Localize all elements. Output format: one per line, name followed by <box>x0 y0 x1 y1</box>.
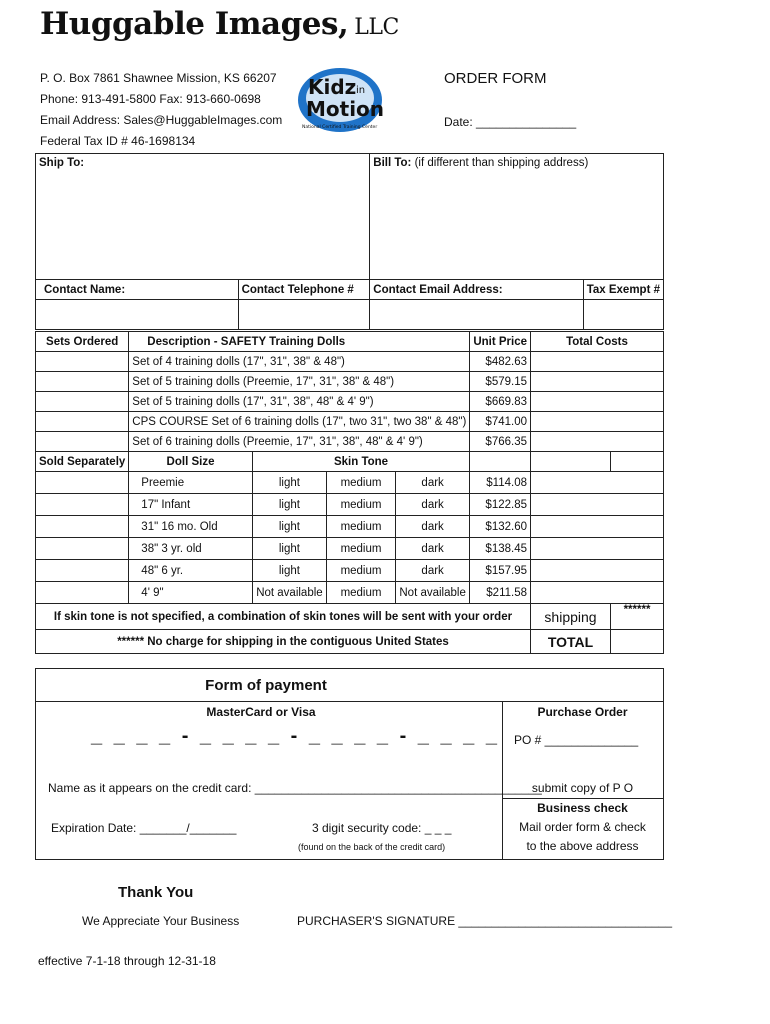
col-doll-size: Doll Size <box>129 452 252 472</box>
shipping-stars: ****** <box>611 604 664 630</box>
expiration-field[interactable]: Expiration Date: _______/_______ <box>51 821 237 835</box>
total-field[interactable] <box>611 630 664 654</box>
doll-total-field[interactable] <box>531 472 664 494</box>
doll-size: Preemie <box>129 472 252 494</box>
ship-to-box[interactable] <box>36 154 370 280</box>
signature-field[interactable]: PURCHASER'S SIGNATURE ________________________________ <box>297 914 672 928</box>
skin-dark[interactable]: dark <box>395 560 469 582</box>
doll-unit-price: $132.60 <box>470 516 531 538</box>
single-doll-row <box>36 516 664 538</box>
appreciate-note: We Appreciate Your Business <box>82 914 240 928</box>
company-name-text: Huggable Images, <box>40 6 349 42</box>
doll-unit-price: $122.85 <box>470 494 531 516</box>
skin-dark[interactable]: dark <box>395 472 469 494</box>
company-tax-id: Federal Tax ID # 46-1698134 <box>40 134 196 148</box>
contact-name-label: Contact Name: <box>36 280 239 300</box>
ship-to-label: Ship To: <box>39 157 85 169</box>
set-total-field[interactable] <box>531 372 664 392</box>
set-unit-price: $741.00 <box>470 412 531 432</box>
sold-qty-field[interactable] <box>36 516 129 538</box>
skin-dark[interactable]: dark <box>395 494 469 516</box>
doll-unit-price: $157.95 <box>470 560 531 582</box>
sets-ordered-field[interactable] <box>36 432 129 452</box>
products-table <box>35 331 664 654</box>
check-line2: to the above address <box>526 839 639 853</box>
company-email: Email Address: Sales@HuggableImages.com <box>40 113 283 127</box>
company-phone: Phone: 913-491-5800 Fax: 913-660-0698 <box>40 92 261 106</box>
sold-qty-field[interactable] <box>36 582 129 604</box>
skin-light[interactable]: Not available <box>252 582 326 604</box>
payment-section <box>35 668 664 860</box>
col-skin-tone: Skin Tone <box>252 452 470 472</box>
col-total-costs: Total Costs <box>531 332 664 352</box>
sets-ordered-field[interactable] <box>36 372 129 392</box>
logo-kidz: Kidz <box>308 75 357 99</box>
skin-light[interactable]: light <box>252 560 326 582</box>
set-unit-price: $766.35 <box>470 432 531 452</box>
set-row <box>36 392 664 412</box>
set-description: Set of 5 training dolls (17", 31", 38", 48" & 4' 9") <box>129 392 470 412</box>
col-sets-ordered: Sets Ordered <box>36 332 129 352</box>
col-description: Description - SAFETY Training Dolls <box>129 332 470 352</box>
col-unit-price: Unit Price <box>470 332 531 352</box>
set-row <box>36 412 664 432</box>
address-table <box>35 153 664 330</box>
single-doll-row <box>36 494 664 516</box>
company-name <box>40 6 399 42</box>
payment-title: Form of payment <box>205 677 327 694</box>
check-line1: Mail order form & check <box>519 820 646 834</box>
shipping-label: shipping <box>531 604 611 630</box>
doll-total-field[interactable] <box>531 582 664 604</box>
contact-phone-label: Contact Telephone # <box>238 280 370 300</box>
set-total-field[interactable] <box>531 412 664 432</box>
set-row <box>36 432 664 452</box>
po-submit-note: submit copy of P O <box>531 781 634 795</box>
card-name-field[interactable]: Name as it appears on the credit card: ___________________________________________ <box>48 781 542 795</box>
sets-ordered-field[interactable] <box>36 352 129 372</box>
set-row <box>36 372 664 392</box>
tax-exempt-field[interactable] <box>583 300 663 330</box>
skin-light[interactable]: light <box>252 494 326 516</box>
set-total-field[interactable] <box>531 392 664 412</box>
doll-total-field[interactable] <box>531 516 664 538</box>
set-total-field[interactable] <box>531 352 664 372</box>
logo-motion: Motion <box>306 97 385 121</box>
skin-light[interactable]: light <box>252 538 326 560</box>
card-number-field[interactable]: _ _ _ _ - _ _ _ _ - _ _ _ _ - _ _ _ _ <box>91 725 500 747</box>
skin-tone-note: If skin tone is not specified, a combination of skin tones will be sent with your order <box>36 604 531 630</box>
date-field[interactable]: Date: _______________ <box>444 115 577 129</box>
set-unit-price: $669.83 <box>470 392 531 412</box>
company-info <box>40 68 282 152</box>
kidz-in-motion-logo <box>296 64 386 138</box>
set-total-field[interactable] <box>531 432 664 452</box>
security-code-field[interactable]: 3 digit security code: _ _ _ <box>312 821 452 835</box>
set-description: Set of 5 training dolls (Preemie, 17", 31", 38" & 48") <box>129 372 470 392</box>
contact-name-field[interactable] <box>36 300 239 330</box>
set-description: CPS COURSE Set of 6 training dolls (17", two 31", two 38" & 48") <box>129 412 470 432</box>
doll-unit-price: $138.45 <box>470 538 531 560</box>
skin-dark[interactable]: dark <box>395 538 469 560</box>
set-description: Set of 6 training dolls (Preemie, 17", 31", 38", 48" & 4' 9") <box>129 432 470 452</box>
skin-dark[interactable]: Not available <box>395 582 469 604</box>
doll-total-field[interactable] <box>531 538 664 560</box>
logo-ring-text: National Certified Training Center <box>302 125 378 130</box>
bill-to-note: (if different than shipping address) <box>411 157 589 169</box>
set-row <box>36 352 664 372</box>
sold-qty-field[interactable] <box>36 560 129 582</box>
single-doll-row <box>36 582 664 604</box>
skin-medium[interactable]: medium <box>327 582 396 604</box>
company-suffix: LLC <box>354 15 399 40</box>
po-number-field[interactable]: PO # ______________ <box>514 733 639 747</box>
skin-medium[interactable]: medium <box>327 538 396 560</box>
single-doll-row <box>36 472 664 494</box>
logo-in: in <box>356 85 366 96</box>
doll-size: 17" Infant <box>129 494 252 516</box>
skin-medium[interactable]: medium <box>327 516 396 538</box>
skin-medium[interactable]: medium <box>327 560 396 582</box>
bill-to-box[interactable] <box>370 154 664 280</box>
doll-total-field[interactable] <box>531 560 664 582</box>
total-label: TOTAL <box>531 630 611 654</box>
sold-qty-field[interactable] <box>36 494 129 516</box>
doll-size: 38" 3 yr. old <box>129 538 252 560</box>
skin-medium[interactable]: medium <box>327 494 396 516</box>
single-doll-row <box>36 538 664 560</box>
doll-size: 48" 6 yr. <box>129 560 252 582</box>
tax-exempt-label: Tax Exempt # <box>583 280 663 300</box>
set-unit-price: $579.15 <box>470 372 531 392</box>
set-unit-price: $482.63 <box>470 352 531 372</box>
security-note: (found on the back of the credit card) <box>298 842 446 852</box>
skin-light[interactable]: light <box>252 516 326 538</box>
contact-phone-field[interactable] <box>238 300 370 330</box>
contact-email-label: Contact Email Address: <box>370 280 583 300</box>
shipping-note: ****** No charge for shipping in the contiguous United States <box>36 630 531 654</box>
col-sold-separately: Sold Separately <box>36 452 129 472</box>
doll-size: 31" 16 mo. Old <box>129 516 252 538</box>
card-type-label: MasterCard or Visa <box>206 705 316 719</box>
doll-unit-price: $114.08 <box>470 472 531 494</box>
bill-to-label: Bill To: <box>373 157 412 169</box>
doll-size: 4' 9" <box>129 582 252 604</box>
skin-dark[interactable]: dark <box>395 516 469 538</box>
sold-qty-field[interactable] <box>36 538 129 560</box>
sets-ordered-field[interactable] <box>36 412 129 432</box>
doll-unit-price: $211.58 <box>470 582 531 604</box>
effective-dates: effective 7-1-18 through 12-31-18 <box>38 954 216 968</box>
check-title: Business check <box>537 801 628 815</box>
contact-email-field[interactable] <box>370 300 583 330</box>
sold-qty-field[interactable] <box>36 472 129 494</box>
thank-you: Thank You <box>118 884 194 901</box>
skin-light[interactable]: light <box>252 472 326 494</box>
skin-medium[interactable]: medium <box>327 472 396 494</box>
single-doll-row <box>36 560 664 582</box>
company-address: P. O. Box 7861 Shawnee Mission, KS 66207 <box>40 71 277 85</box>
form-title: ORDER FORM <box>444 70 547 87</box>
doll-total-field[interactable] <box>531 494 664 516</box>
set-description: Set of 4 training dolls (17", 31", 38" & 48") <box>129 352 470 372</box>
sets-ordered-field[interactable] <box>36 392 129 412</box>
po-title: Purchase Order <box>537 705 628 719</box>
